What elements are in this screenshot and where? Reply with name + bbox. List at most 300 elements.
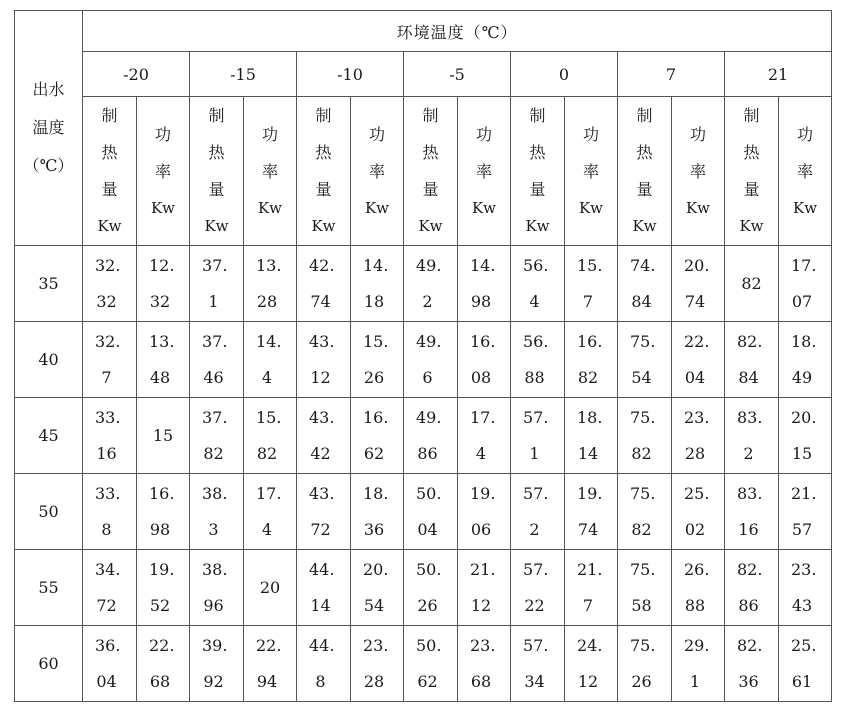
power-cell xyxy=(244,246,297,322)
power-cell xyxy=(351,626,404,702)
power-cell xyxy=(351,398,404,474)
value-line: 62 xyxy=(417,671,438,691)
heating-capacity-cell xyxy=(404,246,458,322)
heating-capacity-header-char: 热 xyxy=(315,143,332,162)
heating-capacity-cell xyxy=(511,626,565,702)
power-cell xyxy=(458,626,511,702)
value-line: 20. xyxy=(684,255,710,275)
value-line: 18. xyxy=(363,483,389,503)
value-line: 75. xyxy=(630,635,656,655)
value-line: 44. xyxy=(309,559,335,579)
value-line: 15 xyxy=(791,443,813,463)
heating-capacity-header-char: 制 xyxy=(743,106,760,125)
heating-capacity-cell xyxy=(190,398,244,474)
heating-capacity-header xyxy=(618,97,672,246)
power-header-char: 率 xyxy=(689,161,706,181)
value-line: 04 xyxy=(417,519,438,539)
value-line: 98 xyxy=(470,291,492,311)
power-cell xyxy=(137,246,190,322)
heating-capacity-cell xyxy=(297,398,351,474)
value-line: 02 xyxy=(684,519,706,539)
value-line: 74 xyxy=(577,519,599,539)
value-line: 28 xyxy=(363,671,385,691)
power-cell xyxy=(458,550,511,626)
value-line: 57. xyxy=(523,407,549,427)
value-line: 83. xyxy=(737,407,763,427)
value-line: 24. xyxy=(577,635,603,655)
power-cell xyxy=(351,246,404,322)
heating-capacity-header xyxy=(404,97,458,246)
value-line: 21. xyxy=(470,559,496,579)
power-header-char: 功 xyxy=(689,124,706,144)
heating-capacity-cell xyxy=(297,626,351,702)
power-cell xyxy=(779,550,832,626)
value-line: 38. xyxy=(202,483,228,503)
power-cell xyxy=(779,246,832,322)
table-row xyxy=(15,398,832,474)
value-line: 50. xyxy=(416,559,442,579)
value-line: 52 xyxy=(149,595,171,615)
power-header xyxy=(137,97,190,246)
value-line: 43. xyxy=(309,407,335,427)
table-row xyxy=(15,626,832,702)
heating-capacity-cell xyxy=(190,474,244,550)
value-line: 28 xyxy=(684,443,706,463)
value-line: 7 xyxy=(582,291,594,311)
value-line: 12. xyxy=(149,255,175,275)
heating-capacity-header-char: 量 xyxy=(101,180,118,199)
power-header xyxy=(672,97,725,246)
heating-capacity-header-char: 制 xyxy=(529,106,546,125)
value-line: 8 xyxy=(315,671,326,691)
heating-capacity-cell xyxy=(511,246,565,322)
value-line: 20. xyxy=(363,559,389,579)
power-cell xyxy=(779,398,832,474)
power-cell xyxy=(672,246,725,322)
power-cell xyxy=(779,322,832,398)
value-line: 94 xyxy=(256,671,278,691)
value-line: 37. xyxy=(202,331,228,351)
value-line: 56. xyxy=(523,255,549,275)
value-line: 12 xyxy=(470,595,492,615)
value-line: 19. xyxy=(470,483,496,503)
value-line: 16 xyxy=(96,443,117,463)
power-header-char: 率 xyxy=(261,161,278,181)
sub-header-row xyxy=(15,97,832,246)
heating-capacity-cell xyxy=(297,474,351,550)
power-cell xyxy=(244,474,297,550)
power-header-char: Kw xyxy=(257,198,283,217)
value-line: 37. xyxy=(202,407,228,427)
heating-capacity-header xyxy=(190,97,244,246)
heating-capacity-header-char: 制 xyxy=(315,106,332,125)
value-line: 74. xyxy=(630,255,656,275)
heating-capacity-header-char: 热 xyxy=(743,143,760,162)
power-cell xyxy=(137,322,190,398)
value-line: 1 xyxy=(529,443,540,463)
value-line: 82 xyxy=(741,273,762,293)
heating-capacity-header-char: 制 xyxy=(422,106,439,125)
outlet-temp-value: 50 xyxy=(15,474,83,550)
value-line: 13. xyxy=(256,255,282,275)
power-cell xyxy=(672,398,725,474)
value-line: 21. xyxy=(577,559,603,579)
heating-capacity-cell xyxy=(83,550,137,626)
performance-table xyxy=(14,10,832,702)
table-row xyxy=(15,550,832,626)
value-line: 74 xyxy=(684,291,706,311)
value-line: 16. xyxy=(363,407,389,427)
value-line: 4 xyxy=(475,443,487,463)
value-line: 44. xyxy=(309,635,335,655)
value-line: 72 xyxy=(96,595,117,615)
value-line: 42. xyxy=(309,255,335,275)
value-line: 2 xyxy=(743,443,754,463)
power-cell xyxy=(565,322,618,398)
value-line: 1 xyxy=(689,671,701,691)
heating-capacity-cell xyxy=(404,626,458,702)
value-line: 46 xyxy=(203,367,224,387)
power-cell xyxy=(672,322,725,398)
ambient-temp-header: 7 xyxy=(618,52,725,97)
heating-capacity-header-char: Kw xyxy=(525,217,550,235)
value-line: 43 xyxy=(791,595,813,615)
value-line: 1 xyxy=(208,291,219,311)
value-line: 82 xyxy=(203,443,224,463)
power-header-char: Kw xyxy=(685,198,711,217)
heating-capacity-cell xyxy=(190,550,244,626)
power-header-char: 功 xyxy=(368,124,385,144)
heating-capacity-header-char: 量 xyxy=(315,180,332,199)
value-line: 17. xyxy=(256,483,282,503)
heating-capacity-cell xyxy=(618,474,672,550)
heating-capacity-cell xyxy=(618,246,672,322)
value-line: 37. xyxy=(202,255,228,275)
ambient-temp-title: 环境温度（℃） xyxy=(83,11,832,52)
heating-capacity-cell xyxy=(297,550,351,626)
power-header-char: 率 xyxy=(475,161,492,181)
value-line: 49 xyxy=(791,367,813,387)
header-title-row xyxy=(15,11,832,52)
value-line: 57. xyxy=(523,635,549,655)
value-line: 56. xyxy=(523,331,549,351)
heating-capacity-cell xyxy=(190,626,244,702)
heating-capacity-cell xyxy=(83,626,137,702)
value-line: 2 xyxy=(422,291,433,311)
value-line: 86 xyxy=(417,443,438,463)
value-line: 7 xyxy=(582,595,594,615)
power-cell xyxy=(565,626,618,702)
value-line: 18 xyxy=(363,291,385,311)
value-line: 20. xyxy=(791,407,817,427)
power-header-char: 率 xyxy=(797,161,814,181)
value-line: 68 xyxy=(149,671,171,691)
value-line: 84 xyxy=(738,367,759,387)
value-line: 16 xyxy=(738,519,759,539)
value-line: 75. xyxy=(630,559,656,579)
value-line: 34. xyxy=(95,559,121,579)
value-line: 23. xyxy=(470,635,496,655)
heating-capacity-header-char: 制 xyxy=(208,106,225,125)
value-line: 08 xyxy=(470,367,492,387)
heating-capacity-cell xyxy=(725,322,779,398)
ambient-temp-header: -20 xyxy=(83,52,190,97)
power-cell xyxy=(565,474,618,550)
power-header-char: 率 xyxy=(582,161,599,181)
value-line: 43. xyxy=(309,331,335,351)
heating-capacity-cell xyxy=(618,322,672,398)
heating-capacity-header-char: 热 xyxy=(636,143,653,162)
heating-capacity-cell xyxy=(725,246,779,322)
value-line: 82 xyxy=(631,519,652,539)
value-line: 82. xyxy=(737,559,763,579)
value-line: 75. xyxy=(630,331,656,351)
power-cell xyxy=(672,474,725,550)
value-line: 25. xyxy=(684,483,710,503)
value-line: 14. xyxy=(256,331,282,351)
power-cell xyxy=(565,550,618,626)
power-header-char: Kw xyxy=(150,198,176,217)
value-line: 17. xyxy=(470,407,496,427)
value-line: 17. xyxy=(791,255,817,275)
value-line: 15 xyxy=(152,425,174,445)
value-line: 48 xyxy=(149,367,171,387)
value-line: 92 xyxy=(203,671,224,691)
value-line: 36. xyxy=(95,635,121,655)
value-line: 86 xyxy=(738,595,759,615)
power-cell xyxy=(672,550,725,626)
ambient-temp-header: -5 xyxy=(404,52,511,97)
value-line: 32 xyxy=(96,291,117,311)
outlet-temp-header-line: 温度 xyxy=(32,118,65,137)
value-line: 32 xyxy=(149,291,171,311)
value-line: 82 xyxy=(631,443,652,463)
value-line: 26 xyxy=(417,595,438,615)
value-line: 18. xyxy=(577,407,603,427)
value-line: 96 xyxy=(203,595,224,615)
power-header-char: 率 xyxy=(154,161,171,181)
ambient-temp-header: -10 xyxy=(297,52,404,97)
value-line: 43. xyxy=(309,483,335,503)
value-line: 29. xyxy=(684,635,710,655)
value-line: 75. xyxy=(630,483,656,503)
value-line: 22. xyxy=(256,635,282,655)
value-line: 14 xyxy=(577,443,599,463)
value-line: 54 xyxy=(631,367,652,387)
heating-capacity-cell xyxy=(618,626,672,702)
heating-capacity-header xyxy=(297,97,351,246)
power-cell xyxy=(351,322,404,398)
heating-capacity-cell xyxy=(511,398,565,474)
power-cell xyxy=(458,246,511,322)
value-line: 88 xyxy=(684,595,706,615)
heating-capacity-header-char: 量 xyxy=(636,180,653,199)
heating-capacity-header-char: 热 xyxy=(208,143,225,162)
heating-capacity-cell xyxy=(404,322,458,398)
value-line: 23. xyxy=(791,559,817,579)
table-row xyxy=(15,322,832,398)
value-line: 7 xyxy=(101,367,112,387)
heating-capacity-header-char: 量 xyxy=(743,180,760,199)
value-line: 57 xyxy=(791,519,813,539)
heating-capacity-header xyxy=(725,97,779,246)
heating-capacity-header-char: 量 xyxy=(529,180,546,199)
value-line: 32. xyxy=(95,331,121,351)
heating-capacity-header xyxy=(83,97,137,246)
outlet-temp-value: 45 xyxy=(15,398,83,474)
value-line: 36 xyxy=(738,671,759,691)
value-line: 18. xyxy=(791,331,817,351)
value-line: 23. xyxy=(684,407,710,427)
value-line: 74 xyxy=(310,291,331,311)
heating-capacity-header xyxy=(511,97,565,246)
power-cell xyxy=(137,474,190,550)
value-line: 82. xyxy=(737,635,763,655)
value-line: 22. xyxy=(149,635,175,655)
value-line: 36 xyxy=(363,519,385,539)
value-line: 49. xyxy=(416,255,442,275)
value-line: 04 xyxy=(96,671,117,691)
heating-capacity-header-char: Kw xyxy=(311,217,336,235)
outlet-temp-header-line: 出水 xyxy=(32,80,65,99)
value-line: 12 xyxy=(310,367,331,387)
value-line: 15. xyxy=(363,331,389,351)
ambient-temps-row xyxy=(15,52,832,97)
value-line: 75. xyxy=(630,407,656,427)
table-row xyxy=(15,246,832,322)
value-line: 04 xyxy=(684,367,706,387)
value-line: 13. xyxy=(149,331,175,351)
heating-capacity-cell xyxy=(618,550,672,626)
heating-capacity-cell xyxy=(618,398,672,474)
value-line: 14. xyxy=(470,255,496,275)
value-line: 2 xyxy=(529,519,540,539)
ambient-temp-header: 0 xyxy=(511,52,618,97)
value-line: 57. xyxy=(523,559,549,579)
heating-capacity-cell xyxy=(725,626,779,702)
power-header xyxy=(351,97,404,246)
value-line: 22. xyxy=(684,331,710,351)
heating-capacity-cell xyxy=(190,246,244,322)
heating-capacity-header-char: Kw xyxy=(632,217,657,235)
outlet-temp-value: 60 xyxy=(15,626,83,702)
value-line: 07 xyxy=(791,291,813,311)
heating-capacity-cell xyxy=(511,550,565,626)
heating-capacity-cell xyxy=(725,474,779,550)
value-line: 8 xyxy=(101,519,112,539)
value-line: 82 xyxy=(256,443,278,463)
value-line: 4 xyxy=(261,519,273,539)
value-line: 26. xyxy=(684,559,710,579)
value-line: 19. xyxy=(577,483,603,503)
value-line: 82 xyxy=(577,367,599,387)
power-cell xyxy=(137,626,190,702)
outlet-temp-value: 55 xyxy=(15,550,83,626)
value-line: 42 xyxy=(310,443,331,463)
value-line: 26 xyxy=(631,671,652,691)
value-line: 23. xyxy=(363,635,389,655)
power-cell xyxy=(779,474,832,550)
value-line: 33. xyxy=(95,483,121,503)
heating-capacity-header-char: Kw xyxy=(739,217,764,235)
heating-capacity-cell xyxy=(83,474,137,550)
power-header-char: 率 xyxy=(368,161,385,181)
value-line: 15. xyxy=(577,255,603,275)
heating-capacity-cell xyxy=(511,474,565,550)
heating-capacity-cell xyxy=(404,474,458,550)
value-line: 21. xyxy=(791,483,817,503)
power-cell xyxy=(244,398,297,474)
value-line: 61 xyxy=(791,671,813,691)
value-line: 50. xyxy=(416,483,442,503)
value-line: 39. xyxy=(202,635,228,655)
heating-capacity-cell xyxy=(297,246,351,322)
power-cell xyxy=(244,322,297,398)
value-line: 50. xyxy=(416,635,442,655)
power-cell xyxy=(565,246,618,322)
value-line: 72 xyxy=(310,519,331,539)
power-header-char: 功 xyxy=(261,124,278,144)
value-line: 98 xyxy=(149,519,171,539)
value-line: 84 xyxy=(631,291,652,311)
ambient-temp-header: -15 xyxy=(190,52,297,97)
value-line: 58 xyxy=(631,595,652,615)
outlet-temp-value: 40 xyxy=(15,322,83,398)
table-row xyxy=(15,474,832,550)
heating-capacity-header-char: 制 xyxy=(101,106,118,125)
value-line: 57. xyxy=(523,483,549,503)
heating-capacity-header-char: 量 xyxy=(208,180,225,199)
power-header-char: Kw xyxy=(471,198,497,217)
heating-capacity-header-char: 制 xyxy=(636,106,653,125)
heating-capacity-cell xyxy=(725,398,779,474)
heating-capacity-header-char: 热 xyxy=(422,143,439,162)
value-line: 16. xyxy=(149,483,175,503)
value-line: 88 xyxy=(524,367,545,387)
ambient-temp-header: 21 xyxy=(725,52,832,97)
value-line: 06 xyxy=(470,519,492,539)
value-line: 34 xyxy=(524,671,545,691)
value-line: 16. xyxy=(470,331,496,351)
power-cell xyxy=(137,550,190,626)
heating-capacity-cell xyxy=(190,322,244,398)
heating-capacity-header-char: 热 xyxy=(101,143,118,162)
value-line: 62 xyxy=(363,443,385,463)
power-cell xyxy=(458,474,511,550)
heating-capacity-cell xyxy=(297,322,351,398)
heating-capacity-header-char: 量 xyxy=(422,180,439,199)
power-header-char: Kw xyxy=(793,198,818,217)
value-line: 83. xyxy=(737,483,763,503)
outlet-temp-value: 35 xyxy=(15,246,83,322)
power-header xyxy=(565,97,618,246)
power-cell xyxy=(244,550,297,626)
heating-capacity-cell xyxy=(725,550,779,626)
value-line: 12 xyxy=(577,671,599,691)
power-header xyxy=(458,97,511,246)
power-cell xyxy=(137,398,190,474)
heating-capacity-cell xyxy=(83,398,137,474)
value-line: 49. xyxy=(416,331,442,351)
value-line: 4 xyxy=(261,367,273,387)
power-cell xyxy=(244,626,297,702)
value-line: 26 xyxy=(363,367,385,387)
power-header-char: 功 xyxy=(475,124,492,144)
heating-capacity-header-char: Kw xyxy=(418,217,443,235)
value-line: 49. xyxy=(416,407,442,427)
value-line: 33. xyxy=(95,407,121,427)
value-line: 4 xyxy=(529,291,540,311)
